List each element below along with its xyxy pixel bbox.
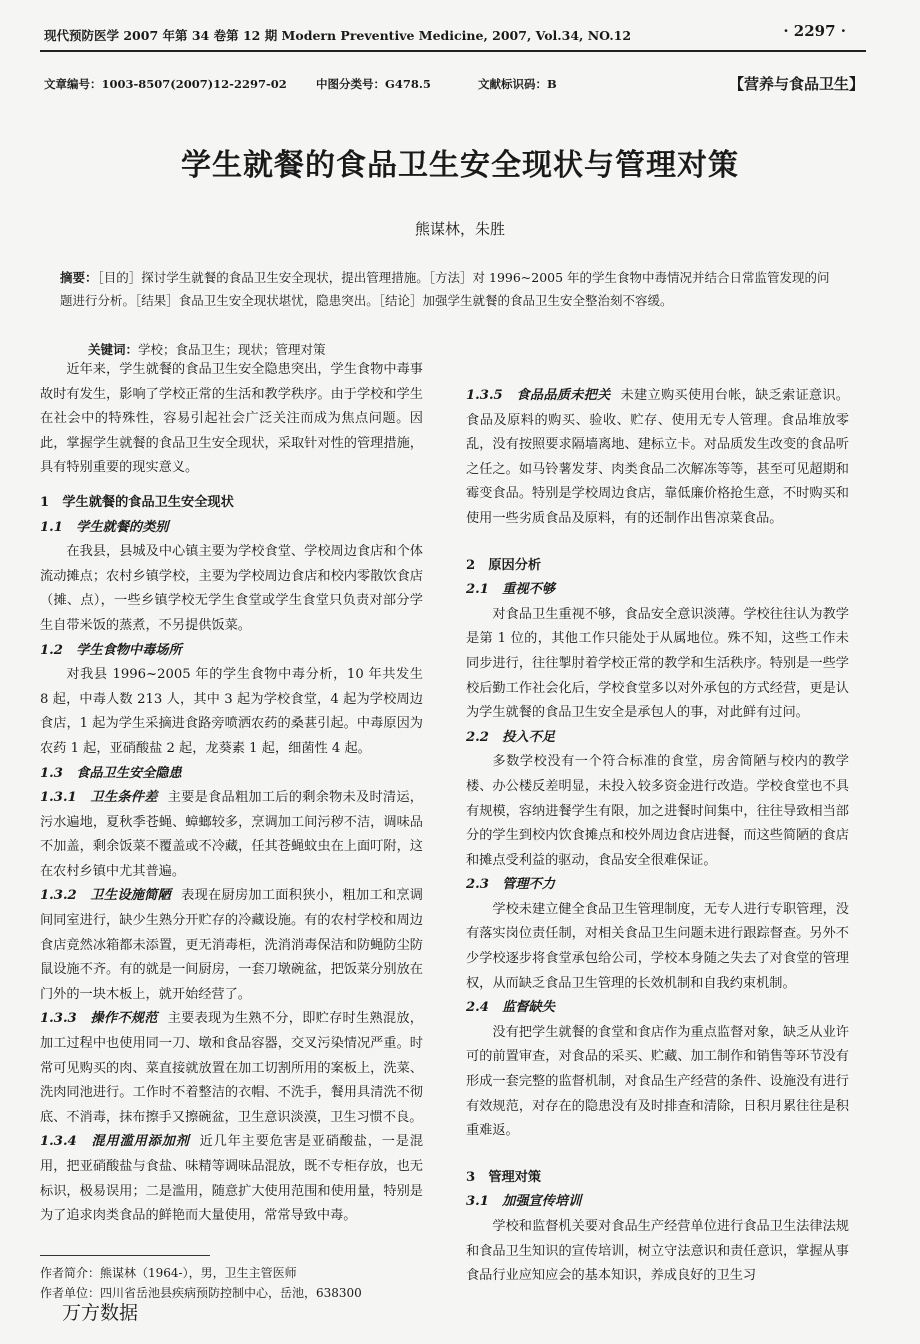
author-unit: 作者单位：四川省岳池县疾病预防控制中心，岳池，638300 xyxy=(40,1286,362,1300)
article-number: 文章编号：1003-8507(2007)12-2297-02 xyxy=(44,77,287,91)
paragraph-1-3-3 xyxy=(40,1007,423,1130)
heading-2-2: 2.2 投入不足 xyxy=(466,729,555,745)
heading-2-3: 2.3 管理不力 xyxy=(466,877,555,893)
heading-1-3-5: 1.3.5 食品品质未把关 xyxy=(466,388,611,403)
keywords xyxy=(88,340,326,358)
abstract xyxy=(60,266,830,312)
abstract-label: 摘要： xyxy=(60,270,98,285)
paragraph-3-1: 学校和监督机关要对食品生产经营单位进行食品卫生法律法规和食品卫生知识的宣传培训，树立守法意识和责任意识，掌握从事食品行业应知应会的基本知识，养成良好的卫生习 xyxy=(466,1219,849,1284)
text-1-3-3: 主要表现为生熟不分，即贮存时生熟混放，加工过程中也使用同一刀、墩和食品容器，交叉污染情况严重。时常可见购买的肉、菜直接就放置在加工切割所用的案板上，洗菜、洗肉同池进行。工作时不着整洁的衣帽、不洗手，餐用具清洗不彻底、不消毒，抹布擦手又擦碗盆，卫生意识淡漠，卫生习惯不良。 xyxy=(40,1011,423,1125)
heading-2-4: 2.4 监督缺失 xyxy=(466,1000,555,1016)
heading-1-2: 1.2 学生食物中毒场所 xyxy=(40,642,182,658)
paragraph-2-1: 对食品卫生重视不够，食品安全意识淡薄。学校往往认为教学是第 1 位的，其他工作只能处于从属地位。殊不知，这些工作未同步进行，往往掣肘着学校正常的教学和生活秩序。特别是一些学校后勤工作社会化后，学校食堂多以对外承包的方式经营，更是认为学生就餐的食品卫生安全是承包人的事，对此鲜有过问。 xyxy=(466,606,849,721)
paragraph-2-3: 学校未建立健全食品卫生管理制度，无专人进行专职管理，没有落实岗位责任制，对相关食品卫生问题未进行跟踪督查。另外不少学校逐步将食堂承包给公司，学校本身随之失去了对食堂的管理权，从而缺乏食品卫生管理的长效机制和自我约束机制。 xyxy=(466,901,849,991)
heading-1-1: 1.1 学生就餐的类别 xyxy=(40,519,169,535)
paragraph-1-3-4 xyxy=(40,1130,423,1228)
author-info: 作者简介：熊谋林（1964-），男，卫生主管医师 xyxy=(40,1266,297,1280)
abstract-text: ［目的］探讨学生就餐的食品卫生安全现状，提出管理措施。［方法］对 1996~2005 年的学生食物中毒情况并结合日常监管发现的问题进行分析。［结果］食品卫生安全现状堪忧，隐患突出。［结论］加强学生就餐的食品卫生安全整治刻不容缓。 xyxy=(60,270,830,308)
document-code: 文献标识码：B xyxy=(478,77,557,91)
paragraph-1-1: 在我县，县城及中心镇主要为学校食堂、学校周边食店和个体流动摊点；农村乡镇学校，主要为学校周边食店和校内零散饮食店（摊、点），一些乡镇学校无学生食堂或学生食堂只负责对部分学生自带米饭的蒸煮，不另提供饭菜。 xyxy=(40,544,423,633)
heading-1: 1 学生就餐的食品卫生安全现状 xyxy=(40,494,234,510)
heading-1-3-4: 1.3.4 混用滥用添加剂 xyxy=(40,1134,190,1150)
keywords-label: 关键词： xyxy=(88,342,139,357)
heading-2: 2 原因分析 xyxy=(466,557,542,573)
paragraph-1-3-1 xyxy=(40,786,423,884)
right-column xyxy=(466,384,849,1289)
paragraph-2-4: 没有把学生就餐的食堂和食店作为重点监督对象，缺乏从业许可的前置审查，对食品的采买、贮藏、加工制作和销售等环节没有形成一套完整的监督机制，对食品生产经营的条件、设施没有进行有效规范，对存在的隐患没有及时排查和清除，日积月累往往是积重难返。 xyxy=(466,1024,849,1139)
left-column xyxy=(40,358,423,1229)
intro-paragraph: 近年来，学生就餐的食品卫生安全隐患突出，学生食物中毒事故时有发生，影响了学校正常的生活和教学秩序。由于学校和学生在社会中的特殊性，容易引起社会广泛关注而成为焦点问题。因此，掌握学生就餐的食品卫生安全现状，采取针对性的管理措施，具有特别重要的现实意义。 xyxy=(40,362,423,476)
authors: 熊谋林，朱胜 xyxy=(414,220,505,238)
heading-1-3: 1.3 食品卫生安全隐患 xyxy=(40,765,182,781)
paragraph-1-3-5 xyxy=(466,384,849,532)
journal-header: 现代预防医学 2007 年第 34 卷第 12 期 Modern Preventive Medicine, 2007, Vol.34, NO.12 xyxy=(44,28,632,43)
header-rule xyxy=(40,50,866,52)
text-1-3-4: 近几年主要危害是亚硝酸盐，一是混用，把亚硝酸盐与食盐、味精等调味品混放，既不专柜存放，也无标识，极易误用；二是滥用，随意扩大使用范围和使用量，特别是为了追求肉类食品的鲜艳而大量使用，常常导致中毒。 xyxy=(40,1134,424,1224)
paragraph-1-2: 对我县 1996~2005 年的学生食物中毒分析，10 年共发生 8 起，中毒人数 213 人，其中 3 起为学校食堂，4 起为学校周边食店，1 起为学生采摘进食路旁喷洒农药的桑葚引起。中毒原因为农药 1 起，亚硝酸盐 2 起，龙葵素 1 起，细菌性 4 起。 xyxy=(40,667,423,756)
article-title: 学生就餐的食品卫生安全现状与管理对策 xyxy=(181,148,739,183)
keywords-text: 学校；食品卫生；现状；管理对策 xyxy=(138,342,326,357)
section-tag: 【营养与食品卫生】 xyxy=(728,75,864,93)
clc-number: 中图分类号：G478.5 xyxy=(316,77,431,91)
heading-3-1: 3.1 加强宣传培训 xyxy=(466,1194,582,1210)
heading-3: 3 管理对策 xyxy=(466,1169,542,1185)
page-number: · 2297 · xyxy=(783,22,846,40)
text-1-3-1: 主要是食品粗加工后的剩余物未及时清运，污水遍地，夏秋季苍蝇、蟑螂较多，烹调加工间污秽不洁，调味品不加盖，剩余饭菜不覆盖或不冷藏，任其苍蝇蚊虫在上面叮附，这在农村乡镇中尤其普遍。 xyxy=(40,790,423,879)
footnote-rule xyxy=(40,1255,210,1256)
paragraph-1-3-2 xyxy=(40,884,423,1007)
wanfang-watermark: 万方数据 xyxy=(62,1302,139,1324)
heading-1-3-1: 1.3.1 卫生条件差 xyxy=(40,790,158,806)
paragraph-2-2: 多数学校没有一个符合标准的食堂，房舍简陋与校内的教学楼、办公楼反差明显，未投入较多资金进行改造。学校食堂也不具有规模，容纳进餐学生有限，加之进餐时间集中，往往导致相当部分的学生到校内饮食摊点和校外周边食店进餐，而这些简陋的食店和摊点受利益的驱动，食品安全很难保证。 xyxy=(466,754,849,868)
heading-1-3-2: 1.3.2 卫生设施简陋 xyxy=(40,888,172,904)
heading-1-3-3: 1.3.3 操作不规范 xyxy=(40,1011,158,1027)
heading-2-1: 2.1 重视不够 xyxy=(466,582,555,598)
text-1-3-5: 未建立购买使用台帐，缺乏索证意识。食品及原料的购买、验收、贮存、使用无专人管理。食品堆放零乱，没有按照要求隔墙离地、建标立卡。对品质发生改变的食品听之任之。如马铃薯发芽、肉类食品二次解冻等等，甚至可见超期和霉变食品。特别是学校周边食店，靠低廉价格抢生意，不时购买和使用一些劣质食品及原料，有的还制作出售凉菜食品。 xyxy=(466,388,849,526)
text-1-3-2: 表现在厨房加工面积狭小，粗加工和烹调间同室进行，缺少生熟分开贮存的冷藏设施。有的农村学校和周边食店竟然冰箱都未添置，更无消毒柜，洗消消毒保洁和防蝇防尘防鼠设施不齐。有的就是一间厨房，一套刀墩碗盆，把饭菜分别放在门外的一块木板上，就开始经营了。 xyxy=(40,888,423,1002)
